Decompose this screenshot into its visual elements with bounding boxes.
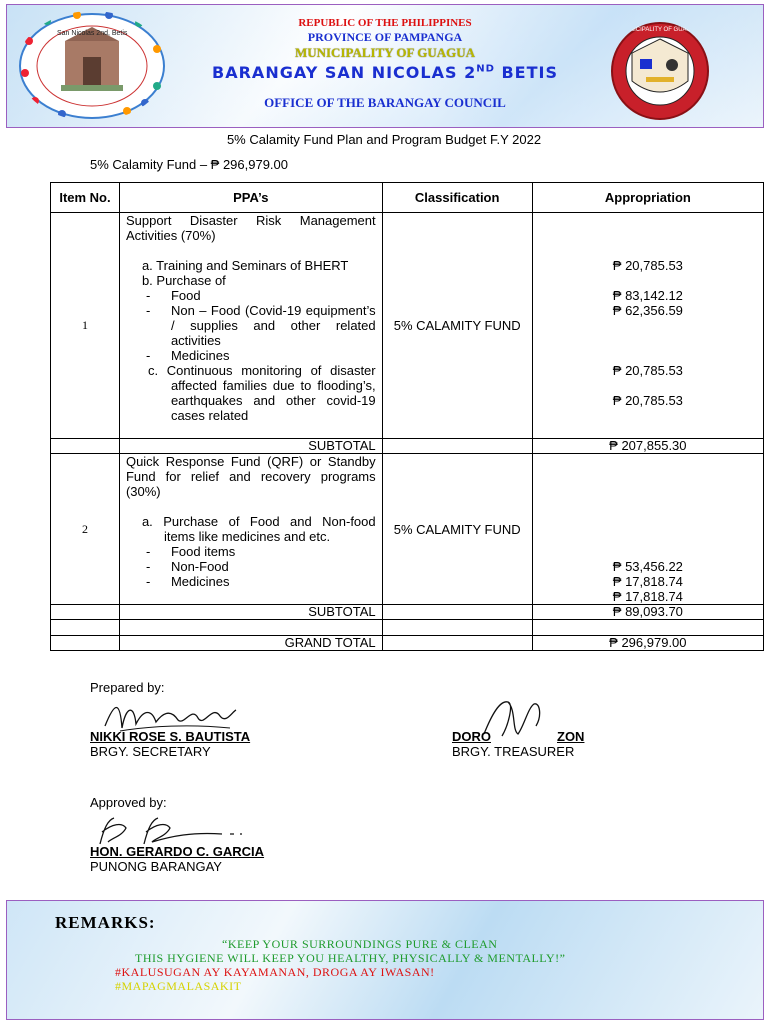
barangay-name: BARANGAY SAN NICOLAS 2ND BETIS xyxy=(212,63,558,82)
ppa-item-a: a. Training and Seminars of BHERT xyxy=(141,258,349,273)
empty-row xyxy=(51,620,764,636)
table-header-row xyxy=(51,183,764,213)
header-appropriation: Appropriation xyxy=(532,183,763,213)
approved-by-label: Approved by: xyxy=(90,795,167,810)
calamity-fund-line: 5% Calamity Fund – ₱ 296,979.00 xyxy=(90,157,289,172)
amount-b: ₱ 83,142.12 xyxy=(612,288,683,303)
appropriation-cell xyxy=(532,213,763,439)
subtotal-label: SUBTOTAL xyxy=(119,439,382,454)
document-title: 5% Calamity Fund Plan and Program Budget F.Y 2022 xyxy=(226,132,542,147)
grand-total-row xyxy=(51,636,764,651)
captain-name: HON. GERARDO C. GARCIA xyxy=(90,844,265,859)
ppa-bullet-medicines: - Medicines xyxy=(126,348,376,363)
budget-table xyxy=(50,182,764,651)
table-row xyxy=(51,213,764,439)
grand-total-value: ₱ 296,979.00 xyxy=(532,636,763,651)
header-ppa: PPA’s xyxy=(119,183,382,213)
captain-signature-icon xyxy=(92,814,252,848)
ppa-bullet-medicines: - Medicines xyxy=(126,574,376,589)
province-text: PROVINCE OF PAMPANGA xyxy=(307,30,463,44)
ppa-title: Quick Response Fund (QRF) or Standby Fund for relief and recovery programs (30%) xyxy=(125,454,376,499)
captain-title: PUNONG BARANGAY xyxy=(90,859,222,874)
amount-food: ₱ 62,356.59 xyxy=(612,303,683,318)
ppa-bullet-nonfood: - Non-Food xyxy=(126,559,376,574)
office-text: OFFICE OF THE BARANGAY COUNCIL xyxy=(264,95,506,110)
amount-a: ₱ 20,785.53 xyxy=(612,258,683,273)
item-number: 2 xyxy=(51,454,120,605)
remarks-line-4: #MAPAGMALASAKIT xyxy=(115,979,242,993)
grand-total-label: GRAND TOTAL xyxy=(119,636,382,651)
amount-nonfood: ₱ 17,818.74 xyxy=(612,574,683,589)
amount-c: ₱ 20,785.53 xyxy=(612,393,683,408)
subtotal-row xyxy=(51,439,764,454)
item-number: 1 xyxy=(51,213,120,439)
subtotal-value: ₱ 207,855.30 xyxy=(532,439,763,454)
classification-cell: 5% CALAMITY FUND xyxy=(382,454,532,605)
remarks-line-2: THIS HYGIENE WILL KEEP YOU HEALTHY, PHYSICALLY & MENTALLY!” xyxy=(135,951,566,965)
ppa-bullet-food: - Food xyxy=(126,288,376,303)
header-classification: Classification xyxy=(382,183,532,213)
ppa-item-c: c. Continuous monitoring of disaster affected families due to flooding’s, earthquakes and other covid-19 cases related xyxy=(147,363,376,423)
header-item-no: Item No. xyxy=(51,183,120,213)
prepared-by-label: Prepared by: xyxy=(90,680,165,695)
treasurer-name: DORO ZON xyxy=(452,729,585,744)
remarks-box xyxy=(6,900,764,1020)
ppa-cell xyxy=(119,454,382,605)
letterhead xyxy=(6,4,764,128)
secretary-name: NIKKI ROSE S. BAUTISTA xyxy=(90,729,251,744)
remarks-line-1: “KEEP YOUR SURROUNDINGS PURE & CLEAN xyxy=(222,937,498,951)
remarks-line-3: #KALUSUGAN AY KAYAMANAN, DROGA AY IWASAN! xyxy=(115,965,435,979)
svg-text:San Nicolas 2nd, Betis: San Nicolas 2nd, Betis xyxy=(57,30,128,37)
municipality-text: MUNICIPALITY OF GUAGUA xyxy=(294,45,476,60)
svg-text:MUNICIPALITY OF GUAGUA: MUNICIPALITY OF GUAGUA xyxy=(620,27,700,33)
republic-text: REPUBLIC OF THE PHILIPPINES xyxy=(298,17,472,29)
appropriation-cell xyxy=(532,454,763,605)
treasurer-title: BRGY. TREASURER xyxy=(452,744,575,759)
ppa-bullet-food: - Food items xyxy=(126,544,376,559)
amount-food: ₱ 53,456.22 xyxy=(612,559,683,574)
subtotal-row xyxy=(51,605,764,620)
table-row xyxy=(51,454,764,605)
subtotal-value: ₱ 89,093.70 xyxy=(532,605,763,620)
ppa-item-b: b. Purchase of xyxy=(141,273,226,288)
amount-medicines: ₱ 17,818.74 xyxy=(612,589,683,604)
remarks-title: REMARKS: xyxy=(55,913,156,932)
ppa-title: Support Disaster Risk Management Activities (70%) xyxy=(125,213,376,243)
amount-medicines: ₱ 20,785.53 xyxy=(612,363,683,378)
secretary-title: BRGY. SECRETARY xyxy=(90,744,211,759)
ppa-bullet-nonfood: - Non – Food (Covid-19 equipment’s / supplies and other related activities xyxy=(126,303,376,348)
classification-cell: 5% CALAMITY FUND xyxy=(382,213,532,439)
ppa-cell xyxy=(119,213,382,439)
ppa-item-a: a. Purchase of Food and Non-food items like medicines and etc. xyxy=(141,514,376,544)
subtotal-label: SUBTOTAL xyxy=(119,605,382,620)
municipal-seal-icon xyxy=(610,21,710,121)
